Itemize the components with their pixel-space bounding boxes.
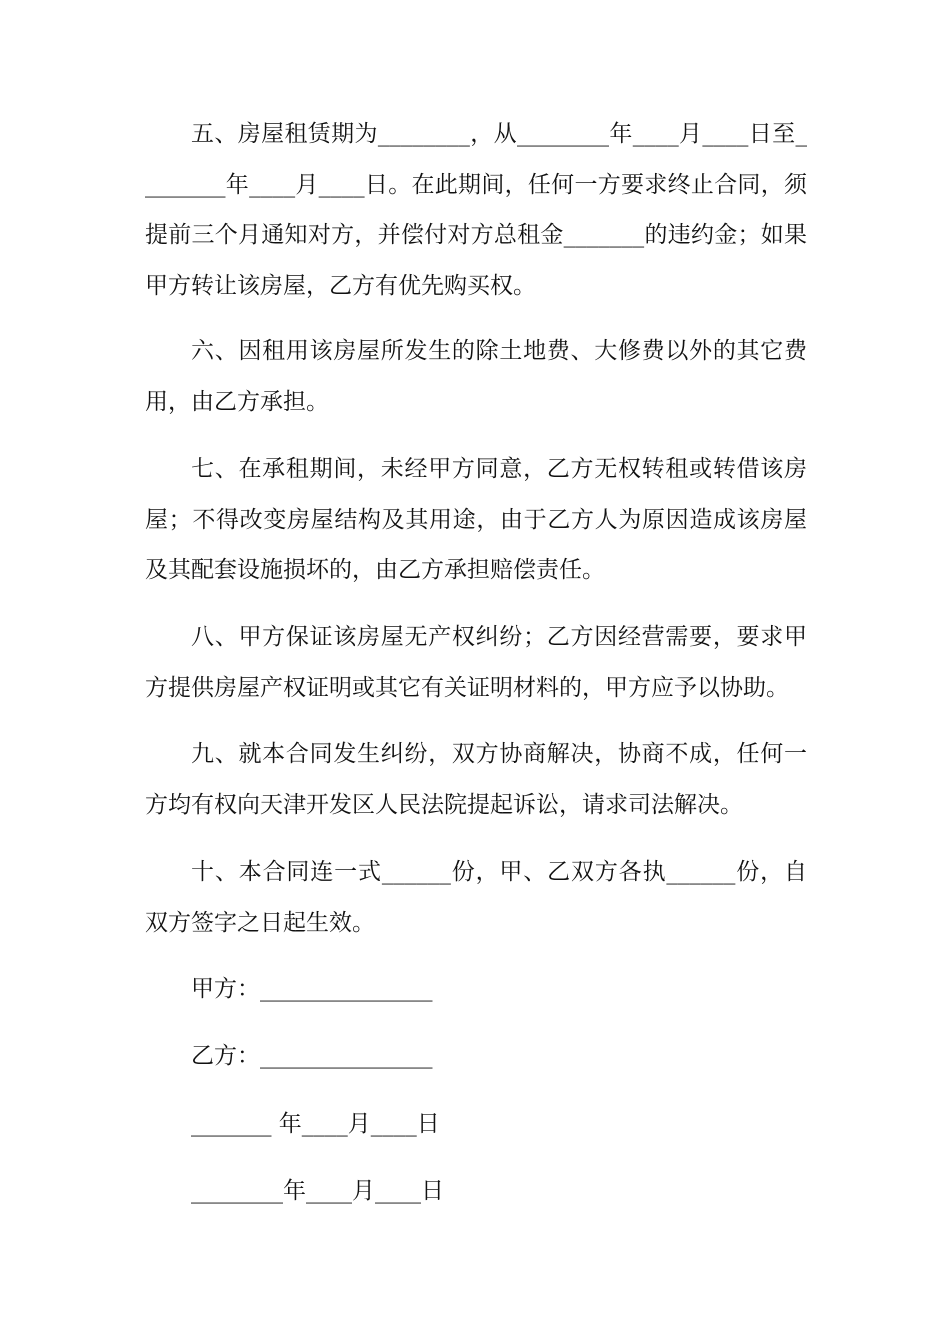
clause-8: 八、甲方保证该房屋无产权纠纷；乙方因经营需要，要求甲方提供房屋产权证明或其它有关证明材料的，甲方应予以协助。 — [145, 624, 807, 701]
party-b-date-line: ________年____月____日 — [191, 1178, 444, 1204]
clause-10: 十、本合同连一式______份，甲、乙双方各执______份，自双方签字之日起生效。 — [145, 859, 807, 936]
clause-6: 六、因租用该房屋所发生的除土地费、大修费以外的其它费用，由乙方承担。 — [145, 338, 807, 415]
party-a-date-line: _______ 年____月____日 — [191, 1111, 440, 1137]
party-a-signature-line: 甲方：_______________ — [191, 976, 433, 1002]
clause-7: 七、在承租期间，未经甲方同意，乙方无权转租或转借该房屋；不得改变房屋结构及其用途，由于乙方人为原因造成该房屋及其配套设施损坏的，由乙方承担赔偿责任。 — [145, 456, 807, 583]
party-b-signature-line: 乙方：_______________ — [191, 1043, 433, 1069]
clause-5: 五、房屋租赁期为________，从________年____月____日至________年____月____日。在此期间，任何一方要求终止合同，须提前三个月通知对方，并偿付对方总租金_______的违约金；如果甲方转让该房屋，乙方有优先购买权。 — [145, 121, 807, 299]
clause-9: 九、就本合同发生纠纷，双方协商解决，协商不成，任何一方均有权向天津开发区人民法院提起诉讼，请求司法解决。 — [145, 741, 807, 818]
